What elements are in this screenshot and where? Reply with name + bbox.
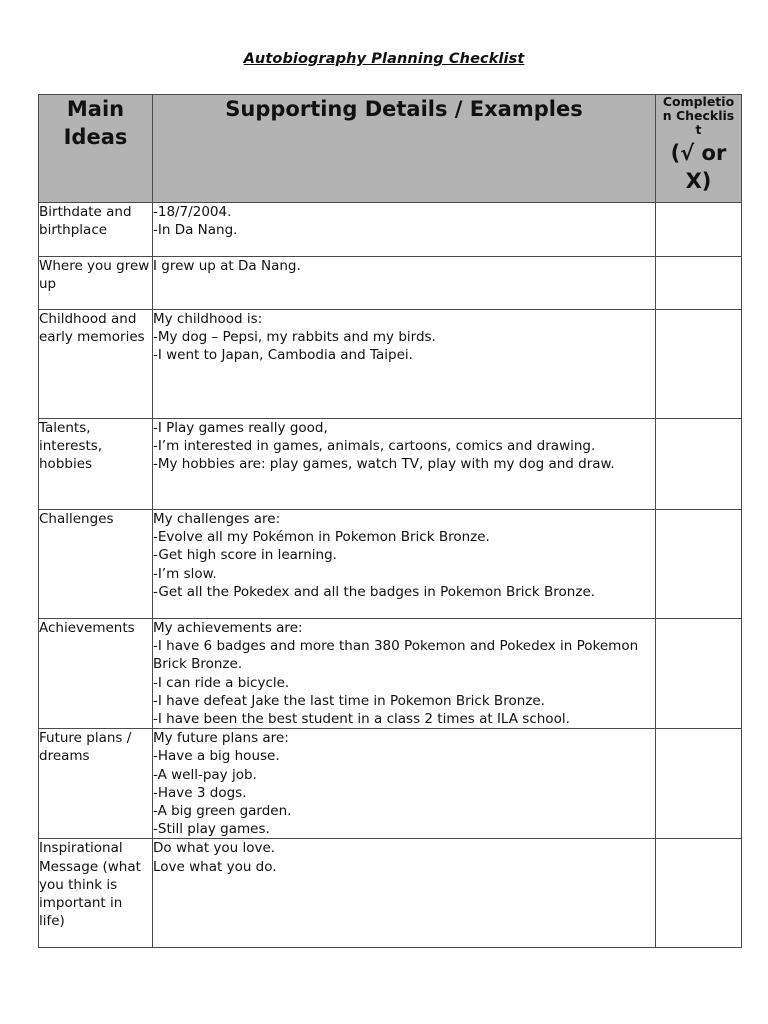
main-idea-cell: Future plans / dreams — [39, 729, 153, 839]
header-completion-marks: (√ or X) — [670, 141, 727, 193]
details-cell: My childhood is: -My dog – Pepsi, my rabbits and my birds. -I went to Japan, Cambodia and Taipei. — [153, 310, 656, 419]
header-main-ideas — [39, 95, 153, 203]
main-idea-cell: Challenges — [39, 510, 153, 619]
header-row — [39, 95, 742, 203]
table-row-future-plans — [39, 729, 742, 839]
main-idea-cell: Childhood and early memories — [39, 310, 153, 419]
table-row-talents — [39, 419, 742, 510]
details-cell: Do what you love. Love what you do. — [153, 839, 656, 948]
header-completion-checklist — [656, 95, 742, 203]
table-row-birthdate — [39, 203, 742, 257]
header-main-ideas-label: Main Ideas — [63, 97, 128, 149]
table-row-inspirational — [39, 839, 742, 948]
details-cell: My achievements are: -I have 6 badges and more than 380 Pokemon and Pokedex in Pokemon Brick Bronze. -I can ride a bicycle. -I have defeat Jake the last time in Pokemon Brick Bronze. -I have been the best student in a class 2 times at ILA school. — [153, 619, 656, 729]
main-idea-cell: Inspirational Message (what you think is important in life) — [39, 839, 153, 948]
header-supporting-details-label: Supporting Details / Examples — [225, 97, 583, 121]
completion-cell[interactable] — [656, 203, 742, 257]
completion-cell[interactable] — [656, 619, 742, 729]
details-cell: -18/7/2004. -In Da Nang. — [153, 203, 656, 257]
checklist-table — [38, 94, 742, 948]
completion-cell[interactable] — [656, 257, 742, 310]
completion-cell[interactable] — [656, 729, 742, 839]
main-idea-cell: Talents, interests, hobbies — [39, 419, 153, 510]
table-row-childhood — [39, 310, 742, 419]
table-row-challenges — [39, 510, 742, 619]
details-cell: My challenges are: -Evolve all my Pokémon in Pokemon Brick Bronze. -Get high score in learning. -I’m slow. -Get all the Pokedex and all the badges in Pokemon Brick Bronze. — [153, 510, 656, 619]
details-cell: I grew up at Da Nang. — [153, 257, 656, 310]
completion-cell[interactable] — [656, 419, 742, 510]
details-cell: My future plans are: -Have a big house. -A well-pay job. -Have 3 dogs. -A big green garden. -Still play games. — [153, 729, 656, 839]
table-row-grew-up — [39, 257, 742, 310]
main-idea-cell: Achievements — [39, 619, 153, 729]
table-row-achievements — [39, 619, 742, 729]
completion-cell[interactable] — [656, 310, 742, 419]
document-title: Autobiography Planning Checklist — [243, 51, 525, 67]
header-completion-label: Completion Checklist — [662, 94, 735, 137]
header-supporting-details — [153, 95, 656, 203]
completion-cell[interactable] — [656, 839, 742, 948]
details-cell: -I Play games really good, -I’m interested in games, animals, cartoons, comics and drawing. -My hobbies are: play games, watch TV, play with my dog and draw. — [153, 419, 656, 510]
main-idea-cell: Birthdate and birthplace — [39, 203, 153, 257]
main-idea-cell: Where you grew up — [39, 257, 153, 310]
completion-cell[interactable] — [656, 510, 742, 619]
